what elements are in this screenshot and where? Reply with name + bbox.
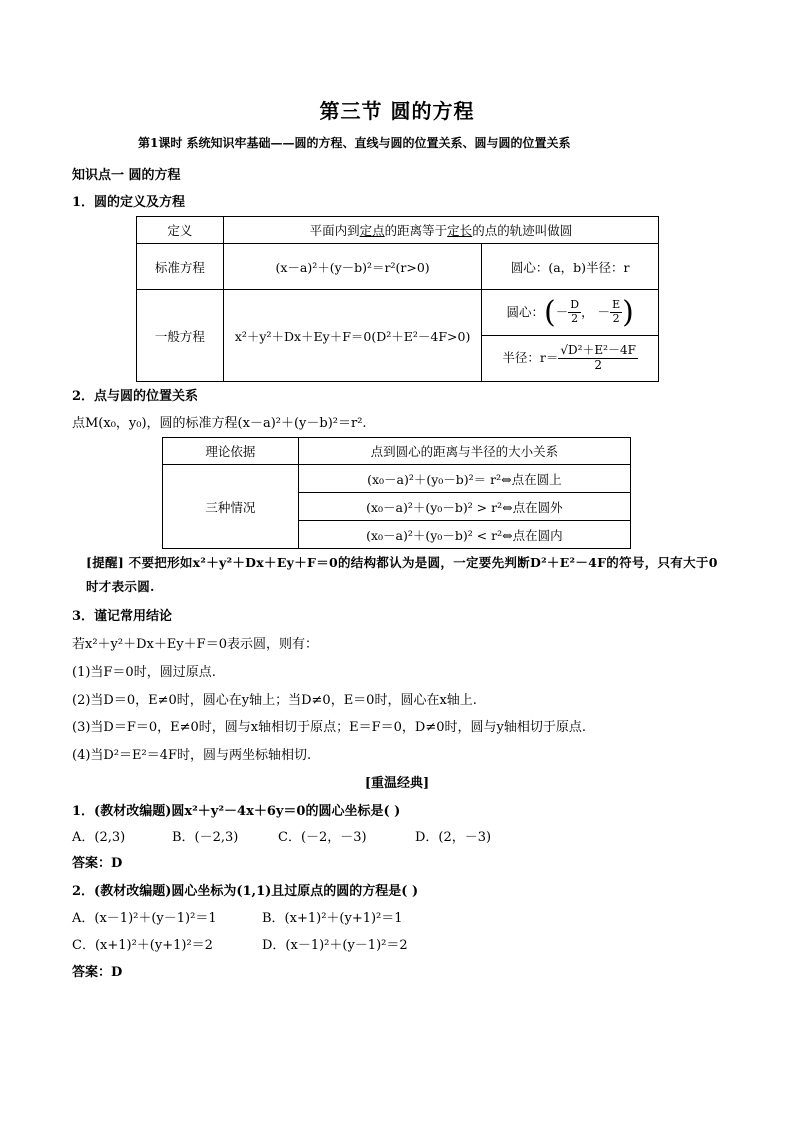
question-1: 1．(教材改编题)圆x²＋y²－4x＋6y＝0的圆心坐标是( ) bbox=[72, 804, 401, 819]
page-subtitle: 第1课时 系统知识牢基础——圆的方程、直线与圆的位置关系、圆与圆的位置关系 bbox=[138, 136, 571, 150]
point-position-table bbox=[162, 437, 631, 549]
answer-2: 答案：D bbox=[72, 965, 123, 980]
standard-equation: (x－a)²＋(y－b)²＝r²(r>0) bbox=[223, 244, 482, 290]
heading-point-circle: 2．点与圆的位置关系 bbox=[72, 389, 199, 404]
q2-option-b: B．(x+1)²＋(y+1)²＝1 bbox=[262, 911, 403, 926]
general-equation-label: 一般方程 bbox=[137, 290, 224, 382]
general-radius: 半径：r＝ $\frac{\text{√D²＋E²－4F}}{2}$ bbox=[482, 336, 659, 382]
q1-option-a: A．(2,3) bbox=[72, 830, 126, 845]
definition-label: 定义 bbox=[137, 217, 224, 244]
q1-option-c: C．(－2，－3) bbox=[278, 830, 367, 845]
conclusion-4: (4)当D²＝E²＝4F时，圆与两坐标轴相切. bbox=[72, 748, 312, 763]
q2-option-a: A．(x－1)²＋(y－1)²＝1 bbox=[72, 911, 217, 926]
standard-equation-label: 标准方程 bbox=[137, 244, 224, 290]
conclusion-1: (1)当F＝0时，圆过原点. bbox=[72, 665, 216, 680]
standard-center-radius: 圆心：(a，b)半径：r bbox=[482, 244, 659, 290]
page-title: 第三节 圆的方程 bbox=[319, 99, 475, 123]
general-center: 圆心：(－ $\frac{D}{2}$ ， － $\frac{E}{2}$ ) bbox=[482, 290, 659, 336]
circle-equation-table bbox=[136, 216, 659, 382]
distance-relation-header: 点到圆心的距离与半径的大小关系 bbox=[298, 438, 630, 465]
general-equation: x²＋y²＋Dx＋Ey＋F＝0(D²＋E²－4F>0) bbox=[223, 290, 482, 382]
case-inside-circle: (x₀－a)²＋(y₀－b)² < r²⇔点在圆内 bbox=[298, 521, 630, 549]
heading-common-conclusions: 3．谨记常用结论 bbox=[72, 609, 173, 624]
case-outside-circle: (x₀－a)²＋(y₀－b)² > r²⇔点在圆外 bbox=[298, 493, 630, 521]
section-heading: 知识点一 圆的方程 bbox=[72, 168, 181, 183]
q1-option-d: D．(2，－3) bbox=[415, 830, 492, 845]
heading-circle-definition: 1．圆的定义及方程 bbox=[72, 195, 186, 210]
conclusion-intro: 若x²＋y²＋Dx＋Ey＋F＝0表示圆，则有： bbox=[72, 637, 318, 652]
reminder-note: [提醒] 不要把形如x²＋y²＋Dx＋Ey＋F＝0的结构都认为是圆，一定要先判断D²＋E²－4F的符号，只有大于0时才表示圆. bbox=[86, 555, 718, 594]
q2-option-d: D．(x－1)²＋(y－1)²＝2 bbox=[262, 938, 408, 953]
case-on-circle: (x₀－a)²＋(y₀－b)²＝ r²⇔点在圆上 bbox=[298, 465, 630, 493]
q1-option-b: B．(－2,3) bbox=[172, 830, 239, 845]
q2-option-c: C．(x+1)²＋(y+1)²＝2 bbox=[72, 938, 213, 953]
point-circle-text: 点M(x₀，y₀)，圆的标准方程(x－a)²＋(y－b)²＝r². bbox=[72, 416, 367, 431]
question-2: 2．(教材改编题)圆心坐标为(1,1)且过原点的圆的方程是( ) bbox=[72, 884, 419, 899]
answer-1: 答案：D bbox=[72, 856, 123, 871]
conclusion-3: (3)当D＝F＝0，E≠0时，圆与x轴相切于原点；E＝F＝0，D≠0时，圆与y轴相切于原点. bbox=[72, 720, 586, 735]
conclusion-2: (2)当D＝0，E≠0时，圆心在y轴上；当D≠0，E＝0时，圆心在x轴上. bbox=[72, 693, 477, 708]
definition-text: 平面内到定点的距离等于定长的点的轨迹叫做圆 bbox=[223, 217, 658, 244]
three-cases-label: 三种情况 bbox=[163, 465, 299, 549]
review-heading: [重温经典] bbox=[364, 776, 430, 791]
theory-basis-header: 理论依据 bbox=[163, 438, 299, 465]
